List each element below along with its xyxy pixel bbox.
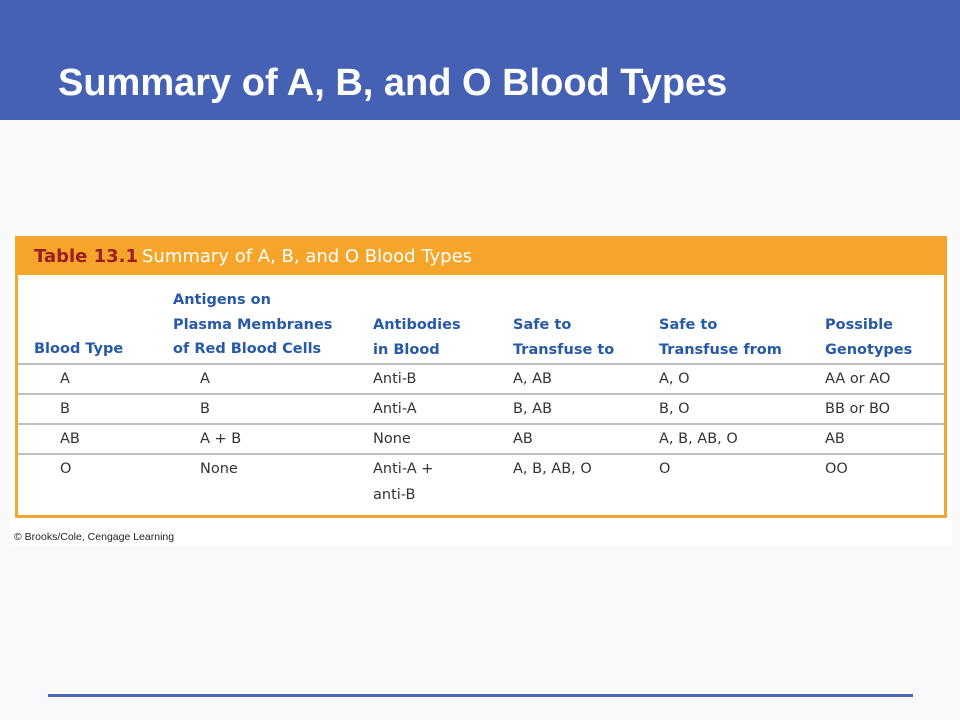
cell-antibodies: Anti-A + anti-B	[373, 461, 434, 503]
column-header-safe-to-transfuse-to: Safe to Transfuse to	[513, 317, 615, 358]
cell-transfuse-to: AB	[513, 431, 533, 447]
copyright-credit: © Brooks/Cole, Cengage Learning	[14, 531, 175, 543]
cell-antibodies: Anti-B	[373, 371, 417, 387]
cell-genotypes: AA or AO	[825, 371, 891, 387]
slide-title: Summary of A, B, and O Blood Types	[58, 62, 728, 104]
cell-antigens: None	[200, 461, 238, 477]
cell-antigens: A + B	[200, 431, 242, 447]
cell-antibodies: None	[373, 431, 411, 447]
cell-genotypes: BB or BO	[825, 401, 891, 417]
cell-blood-type: AB	[60, 431, 80, 447]
cell-genotypes: AB	[825, 431, 845, 447]
table-figure	[10, 232, 952, 546]
table-number: Table 13.1	[34, 246, 139, 267]
table-banner	[18, 239, 944, 275]
column-header-genotypes: Possible Genotypes	[825, 317, 913, 358]
blood-type-table	[15, 236, 947, 518]
cell-antigens: A	[200, 371, 210, 387]
cell-antibodies: Anti-A	[373, 401, 417, 417]
cell-transfuse-to: B, AB	[513, 401, 553, 417]
table-title: Summary of A, B, and O Blood Types	[142, 246, 473, 267]
cell-transfuse-from: A, B, AB, O	[659, 431, 738, 447]
cell-blood-type: A	[60, 371, 70, 387]
column-header-antigens: Antigens on Plasma Membranes of Red Blood Cells	[173, 292, 333, 357]
cell-genotypes: OO	[825, 461, 848, 477]
footer-divider	[48, 694, 913, 697]
row-divider	[18, 453, 944, 455]
cell-transfuse-from: B, O	[659, 401, 690, 417]
cell-blood-type: B	[60, 401, 70, 417]
cell-transfuse-from: A, O	[659, 371, 690, 387]
cell-transfuse-to: A, B, AB, O	[513, 461, 592, 477]
row-divider	[18, 423, 944, 425]
column-header-safe-to-transfuse-from: Safe to Transfuse from	[659, 317, 782, 358]
row-divider	[18, 393, 944, 395]
cell-transfuse-from: O	[659, 461, 671, 477]
cell-blood-type: O	[60, 461, 72, 477]
row-divider	[18, 363, 944, 365]
column-header-blood-type: Blood Type	[34, 341, 124, 357]
cell-antigens: B	[200, 401, 210, 417]
column-header-antibodies: Antibodies in Blood	[373, 317, 461, 358]
cell-transfuse-to: A, AB	[513, 371, 553, 387]
